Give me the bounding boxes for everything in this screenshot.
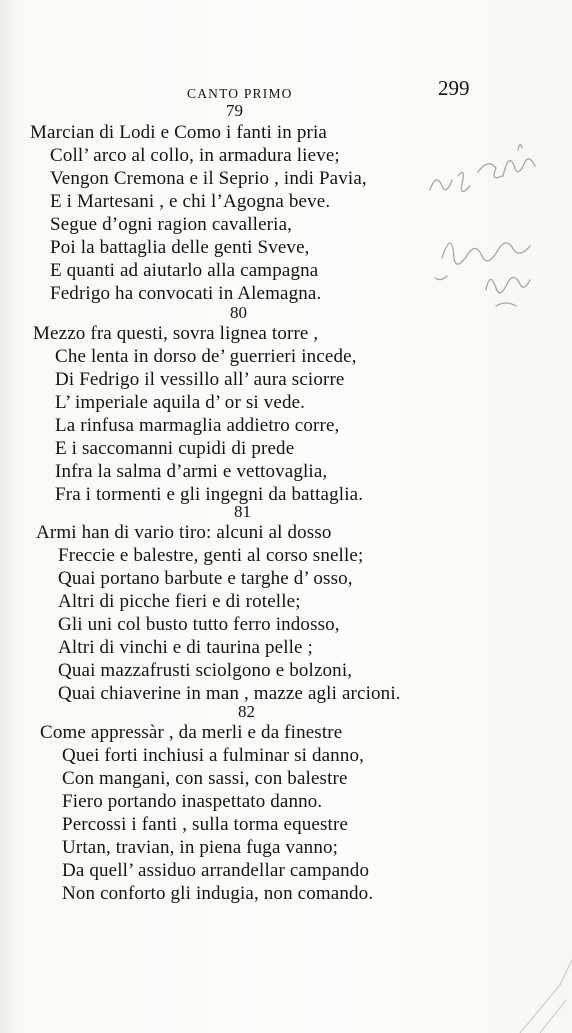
verse-line: Con mangani, con sassi, con balestre: [62, 768, 348, 789]
verse-line: Fiero portando inaspettato danno.: [62, 791, 323, 812]
verse-line: Infra la salma d’armi e vettovaglia,: [55, 461, 328, 482]
verse-line: Freccie e balestre, genti al corso snelle;: [58, 545, 364, 566]
verse-line: Che lenta in dorso de’ guerrieri incede,: [55, 346, 357, 367]
verse-line: Coll’ arco al collo, in armadura lieve;: [50, 145, 340, 166]
verse-line: Di Fedrigo il vessillo all’ aura sciorre: [55, 369, 345, 390]
verse-line: Quai portano barbute e targhe d’ osso,: [58, 568, 353, 589]
verse-line: L’ imperiale aquila d’ or si vede.: [55, 392, 306, 413]
page-number: 299: [438, 76, 470, 100]
stanza-number: 81: [234, 502, 251, 521]
verse-line: Armi han di vario tiro: alcuni al dosso: [36, 522, 332, 543]
verse-line: Gli uni col busto tutto ferro indosso,: [58, 614, 340, 635]
verse-line: Fra i tormenti e gli ingegni da battaglia.: [55, 484, 364, 505]
verse-line: Vengon Cremona e il Seprio , indi Pavia,: [50, 168, 367, 189]
verse-line: Urtan, travian, in piena fuga vanno;: [62, 837, 339, 858]
verse-line: La rinfusa marmaglia addietro corre,: [55, 415, 340, 436]
verse-line: Segue d’ogni ragion cavalleria,: [50, 214, 293, 235]
stanza-number: 82: [238, 702, 255, 721]
verse-line: Altri di picche fieri e di rotelle;: [58, 591, 301, 612]
verse-line: E quanti ad aiutarlo alla campagna: [50, 260, 319, 281]
verse-line: Da quell’ assiduo arrandellar campando: [62, 860, 370, 881]
verse-line: E i saccomanni cupidi di prede: [55, 438, 295, 459]
stanza-number: 80: [230, 303, 247, 322]
verse-line: Quai mazzafrusti sciolgono e bolzoni,: [58, 660, 353, 681]
stanza-number: 79: [226, 101, 243, 120]
verse-line: Non conforto gli indugia, non comando.: [62, 883, 374, 904]
verse-line: Come appressàr , da merli e da finestre: [40, 722, 343, 743]
verse-line: Altri di vinchi e di taurina pelle ;: [58, 637, 313, 658]
verse-line: Quai chiaverine in man , mazze agli arcioni.: [58, 683, 401, 704]
running-head: CANTO PRIMO: [187, 86, 293, 101]
verse-line: Quei forti inchiusi a fulminar si danno,: [62, 745, 365, 766]
verse-line: Mezzo fra questi, sovra lignea torre ,: [33, 323, 319, 344]
verse-line: Percossi i fanti , sulla torma equestre: [62, 814, 349, 835]
verse-line: E i Martesani , e chi l’Agogna beve.: [50, 191, 331, 212]
verse-line: Marcian di Lodi e Como i fanti in pria: [30, 122, 327, 143]
verse-line: Fedrigo ha convocati in Alemagna.: [50, 283, 322, 304]
verse-line: Poi la battaglia delle genti Sveve,: [50, 237, 310, 258]
